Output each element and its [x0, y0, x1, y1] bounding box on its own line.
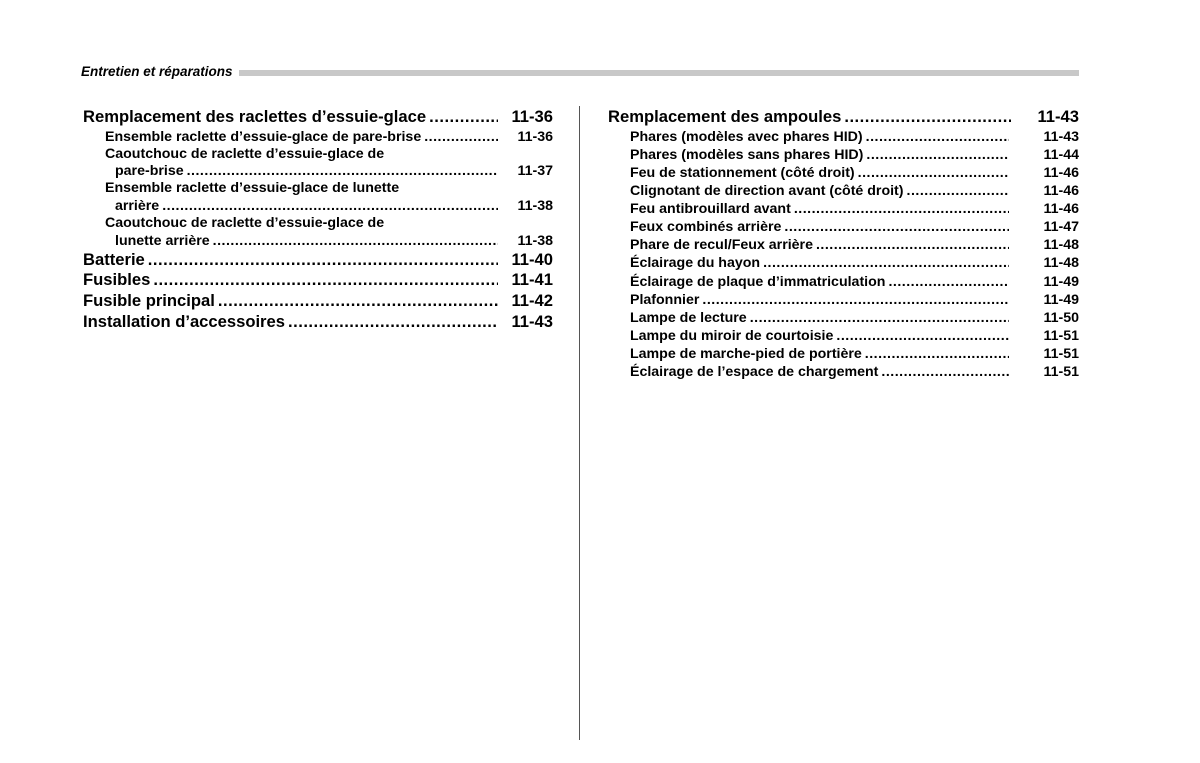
dot-leader: [866, 146, 1009, 164]
toc-page-number: 11-38: [517, 197, 553, 214]
toc-entry[interactable]: [83, 312, 553, 333]
toc-entry-label: Phares (modèles sans phares HID): [630, 146, 864, 163]
toc-entry-label: Installation d’accessoires: [83, 312, 285, 332]
toc-entry-label: Clignotant de direction avant (côté droit): [630, 183, 904, 200]
dot-leader: [218, 291, 498, 312]
toc-page-number: 11-46: [1043, 183, 1079, 200]
toc-entry-label: lunette arrière: [115, 232, 210, 249]
toc-page-number: 11-49: [1043, 273, 1079, 290]
toc-subentry[interactable]: [608, 327, 1079, 345]
toc-page-number: 11-36: [511, 107, 553, 126]
toc-right-column: [608, 107, 1079, 381]
toc-subentry[interactable]: [83, 197, 553, 215]
toc-subentry[interactable]: [83, 232, 553, 250]
toc-page-number: 11-36: [517, 128, 553, 145]
toc-page-number: 11-38: [517, 232, 553, 249]
toc-page-number: 11-51: [1043, 327, 1079, 344]
toc-subentry[interactable]: [608, 254, 1079, 272]
dot-leader: [429, 107, 498, 128]
toc-entry-label: Plafonnier: [630, 291, 700, 308]
dot-leader: [763, 254, 1009, 272]
toc-subentry[interactable]: [608, 273, 1079, 291]
toc-entry-label: Lampe du miroir de courtoisie: [630, 327, 834, 344]
toc-subentry[interactable]: [608, 236, 1079, 254]
toc-entry-label: Fusible principal: [83, 291, 215, 311]
toc-entry-label: Feu antibrouillard avant: [630, 201, 791, 218]
toc-page-number: 11-51: [1043, 345, 1079, 362]
dot-leader: [907, 182, 1009, 200]
toc-entry[interactable]: [83, 107, 553, 128]
dot-leader: [784, 218, 1009, 236]
toc-entry-label: Éclairage du hayon: [630, 255, 761, 272]
dot-leader: [424, 128, 498, 146]
toc-entry-label: Lampe de lecture: [630, 309, 747, 326]
toc-subentry[interactable]: [608, 128, 1079, 146]
dot-leader: [888, 273, 1009, 291]
toc-page-number: 11-40: [511, 249, 553, 269]
toc-entry-label: Fusibles: [83, 270, 151, 290]
dot-leader: [702, 291, 1009, 309]
toc-page-number: 11-37: [517, 163, 553, 180]
toc-page-number: 11-42: [511, 291, 553, 311]
toc-entry-label: Ensemble raclette d’essuie-glace de pare-brise: [105, 128, 422, 145]
toc-entry-label: pare-brise: [115, 163, 184, 180]
toc-entry-label: Feu de stationnement (côté droit): [630, 164, 855, 181]
toc-subentry[interactable]: [608, 345, 1079, 363]
toc-entry-label: Lampe de marche-pied de portière: [630, 345, 862, 362]
toc-left-column: [83, 107, 553, 333]
toc-entry-label: Feux combinés arrière: [630, 219, 782, 236]
toc-page-number: 11-43: [1037, 107, 1079, 126]
toc-entry[interactable]: [608, 107, 1079, 128]
toc-subentry[interactable]: [608, 146, 1079, 164]
dot-leader: [288, 312, 498, 333]
section-title: Entretien et réparations: [81, 64, 239, 80]
toc-page-number: 11-43: [1043, 128, 1079, 145]
dot-leader: [844, 107, 1011, 128]
toc-subentry[interactable]: [608, 182, 1079, 200]
dot-leader: [750, 309, 1009, 327]
page-header: [81, 62, 1079, 82]
toc-page-number: 11-46: [1043, 164, 1079, 181]
toc-entry-label: Éclairage de plaque d’immatriculation: [630, 273, 886, 290]
toc-page-number: 11-51: [1043, 364, 1079, 381]
toc-page-number: 11-44: [1043, 146, 1079, 163]
dot-leader: [213, 232, 498, 250]
toc-entry-label: Remplacement des raclettes d’essuie-glace: [83, 107, 427, 126]
dot-leader: [148, 250, 498, 271]
dot-leader: [187, 162, 498, 180]
dot-leader: [865, 345, 1009, 363]
toc-subentry[interactable]: [608, 164, 1079, 182]
toc-page-number: 11-48: [1043, 237, 1079, 254]
toc-subentry[interactable]: [83, 162, 553, 180]
toc-page-number: 11-46: [1043, 201, 1079, 218]
dot-leader: [162, 197, 498, 215]
dot-leader: [881, 363, 1009, 381]
dot-leader: [794, 200, 1009, 218]
toc-entry-label: Batterie: [83, 249, 145, 269]
toc-page-number: 11-43: [511, 312, 553, 332]
toc-page-number: 11-48: [1043, 255, 1079, 272]
toc-entry-title-line: Ensemble raclette d’essuie-glace de lunette: [105, 180, 400, 197]
toc-page-number: 11-41: [511, 270, 553, 290]
toc-entry-label: Remplacement des ampoules: [608, 107, 842, 126]
dot-leader: [153, 270, 498, 291]
toc-entry-label: Phare de recul/Feux arrière: [630, 237, 813, 254]
toc-subentry[interactable]: [608, 291, 1079, 309]
toc-entry-title-line: Caoutchouc de raclette d’essuie-glace de: [105, 145, 385, 162]
dot-leader: [816, 236, 1009, 254]
toc-subentry[interactable]: [608, 218, 1079, 236]
toc-entry-label: arrière: [115, 197, 160, 214]
toc-subentry[interactable]: [608, 309, 1079, 327]
toc-entry-label: Éclairage de l’espace de chargement: [630, 364, 879, 381]
toc-subentry[interactable]: [608, 363, 1079, 381]
column-divider: [579, 106, 580, 740]
toc-entry-title-line: Caoutchouc de raclette d’essuie-glace de: [105, 215, 385, 232]
toc-page-number: 11-49: [1043, 291, 1079, 308]
dot-leader: [836, 327, 1009, 345]
toc-entry[interactable]: [83, 250, 553, 271]
toc-entry[interactable]: [83, 291, 553, 312]
toc-subentry[interactable]: [83, 128, 553, 146]
toc-subentry[interactable]: [608, 200, 1079, 218]
dot-leader: [866, 128, 1009, 146]
toc-page-number: 11-47: [1043, 219, 1079, 236]
toc-page-number: 11-50: [1043, 309, 1079, 326]
toc-entry[interactable]: [83, 270, 553, 291]
dot-leader: [858, 164, 1009, 182]
toc-entry-label: Phares (modèles avec phares HID): [630, 128, 863, 145]
